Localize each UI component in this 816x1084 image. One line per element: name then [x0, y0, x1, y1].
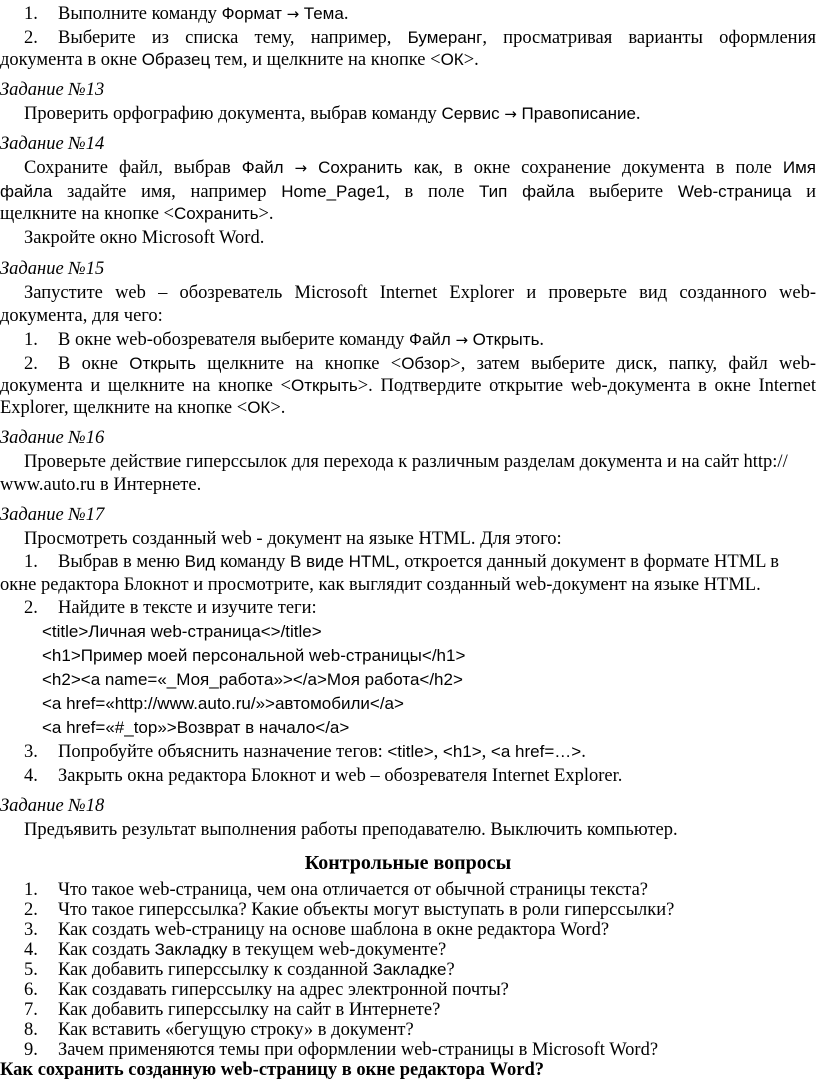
- text: .: [635, 104, 641, 124]
- code-line-link: <a href=«http://www.auto.ru/»>автомобили</a>: [42, 694, 404, 713]
- step-number: 1.: [24, 4, 38, 24]
- ui-term: Открыть: [129, 354, 196, 373]
- question-number: 1.: [24, 880, 38, 900]
- text: , просматривая варианты оформления: [482, 28, 816, 48]
- question-9: [24, 1040, 658, 1060]
- step-2-line: [0, 27, 816, 49]
- arrow-icon: →: [294, 159, 308, 177]
- text: В окне web-обозревателя выберите команду: [58, 330, 410, 350]
- ui-term: Образец: [141, 50, 211, 69]
- text: задайте имя, например: [52, 182, 282, 202]
- question-text: Как добавить гиперссылку к созданной: [58, 960, 373, 980]
- question-number: 7.: [24, 1000, 38, 1020]
- question-number: 3.: [24, 920, 38, 940]
- ui-term: Открыть: [472, 330, 540, 349]
- question-text: Зачем применяются темы при оформлении web-страницы в Microsoft Word?: [58, 1040, 659, 1060]
- question-text: Как создать web-страницу на основе шаблона в окне редактора Word?: [58, 920, 610, 940]
- ui-term: Тип файла: [479, 182, 575, 201]
- ui-term: Обзор: [401, 354, 451, 373]
- task-18-heading: Задание №18: [0, 796, 105, 816]
- ui-term: <h1>: [442, 742, 482, 761]
- task-17-intro: Просмотреть созданный web - документ на языке HTML. Для этого:: [24, 529, 562, 549]
- task-17-step-3: [24, 741, 586, 763]
- section-title: Контрольные вопросы: [304, 852, 512, 874]
- text: Найдите в тексте и изучите теги:: [58, 598, 317, 618]
- text: >.: [258, 204, 274, 224]
- text: документа в окне: [0, 50, 142, 70]
- text: Выполните команду: [58, 4, 222, 24]
- text: >.: [463, 50, 479, 70]
- arrow-icon: →: [504, 105, 517, 123]
- step-number: 2.: [24, 28, 38, 48]
- task-17-step-1: [24, 551, 779, 573]
- question-8: [24, 1020, 414, 1040]
- text: Explorer, щелкните на кнопке <: [0, 398, 248, 418]
- arrow-icon: →: [455, 331, 469, 349]
- text: щелкните на кнопке <: [196, 354, 402, 374]
- ui-term: ОК: [247, 398, 271, 417]
- question-text: Как добавить гиперссылку на сайт в Интернете?: [58, 1000, 441, 1020]
- question-number: 6.: [24, 980, 38, 1000]
- task-15-step-1: [24, 329, 544, 351]
- task-14-line-2: [0, 181, 816, 203]
- question-number: 9.: [24, 1040, 38, 1060]
- text: Сохраните файл, выбрав: [24, 158, 242, 178]
- ui-term: Закладку: [154, 940, 228, 959]
- text: .: [581, 742, 586, 762]
- ui-term: <title>: [387, 742, 434, 761]
- ui-term: Сохранить: [173, 204, 259, 223]
- ui-term: Правописание: [521, 104, 636, 123]
- question-text: Что такое гиперссылка? Какие объекты могут выступать в роли гиперссылки?: [58, 900, 675, 920]
- text: тем, и щелкните на кнопке <: [210, 50, 441, 70]
- text: Запустите web – обозреватель Microsoft Internet Explorer и проверьте вид созданного web-: [24, 283, 816, 303]
- question-text: в текущем web-документе?: [227, 940, 447, 960]
- text: >.: [270, 398, 286, 418]
- task-14-line-3: [0, 203, 274, 225]
- task-17-step-1-cont: окне редактора Блокнот и просмотрите, как выглядит созданный web-документ на языке HTML.: [0, 575, 761, 595]
- task-17-step-4: [24, 765, 622, 787]
- task-15-step-2-end: [0, 397, 285, 419]
- question-2: [24, 900, 674, 920]
- task-14-heading: Задание №14: [0, 134, 105, 154]
- ui-term: Бумеранг: [407, 28, 483, 47]
- ui-term: Web-страница: [677, 182, 792, 201]
- code-line-title: <title>Личная web-страница<>/title>: [42, 622, 322, 641]
- text: Попробуйте объяснить назначение тегов:: [58, 742, 388, 762]
- ui-term: Home_Page1: [281, 182, 386, 201]
- task-16-line-2: www.auto.ru в Интернете.: [0, 475, 202, 495]
- task-14-line-4: Закройте окно Microsoft Word.: [24, 228, 265, 248]
- question-4: [24, 940, 446, 960]
- text: выберите: [574, 182, 678, 202]
- ui-term: Формат: [221, 4, 282, 23]
- ui-term: Файл: [409, 330, 451, 349]
- step-number: 2.: [24, 598, 38, 618]
- ui-term: Сервис: [441, 104, 500, 123]
- text: документа и щелкните на кнопке <: [0, 376, 291, 396]
- text: В окне: [58, 354, 130, 374]
- task-13-text: [24, 103, 641, 125]
- ui-term: Закладке: [372, 960, 447, 979]
- task-16-heading: Задание №16: [0, 428, 105, 448]
- text: .: [343, 4, 349, 24]
- step-number: 4.: [24, 766, 38, 786]
- step-number: 1.: [24, 552, 38, 572]
- task-14-line-1: [0, 157, 816, 179]
- text: Выбрав в меню: [58, 552, 185, 572]
- code-line-h1: <h1>Пример моей персональной web-страницы</h1>: [42, 646, 466, 665]
- ui-term: файла: [0, 182, 53, 201]
- ui-term: Сохранить как: [318, 158, 439, 177]
- text: >. Подтвердите открытие web-документа в окне Internet: [357, 376, 816, 396]
- text: Проверить орфографию документа, выбрав команду: [24, 104, 442, 124]
- task-15-line-1: [0, 282, 816, 304]
- step-number: 3.: [24, 742, 38, 762]
- code-line-h2: <h2><a name=«_Моя_работа»></a>Моя работа</h2>: [42, 670, 463, 689]
- ui-term: Тема: [303, 4, 344, 23]
- question-5: [24, 960, 455, 980]
- step-number: 1.: [24, 330, 38, 350]
- question-6: [24, 980, 509, 1000]
- question-text: Как вставить «бегущую строку» в документ?: [58, 1020, 414, 1040]
- ui-term: Вид: [184, 552, 216, 571]
- task-15-heading: Задание №15: [0, 259, 105, 279]
- question-10: Как сохранить созданную web-страницу в окне редактора Word?: [0, 1060, 545, 1080]
- arrow-icon: →: [286, 5, 300, 23]
- ui-term: Файл: [241, 158, 284, 177]
- question-text: ?: [446, 960, 455, 980]
- question-number: 2.: [24, 900, 38, 920]
- question-number: 5.: [24, 960, 38, 980]
- text: ,: [433, 742, 443, 762]
- task-18-text: Предъявить результат выполнения работы преподавателю. Выключить компьютер.: [24, 820, 678, 840]
- task-15-step-2-cont: [0, 375, 816, 397]
- text: , откроется данный документ в формате HTML в: [394, 552, 780, 572]
- task-17-heading: Задание №17: [0, 505, 105, 525]
- text: .: [539, 330, 545, 350]
- text: щелкните на кнопке <: [0, 204, 174, 224]
- text: , в окне сохранение документа в поле: [438, 158, 783, 178]
- question-text: Что такое web-страница, чем она отличается от обычной страницы текста?: [58, 880, 649, 900]
- text: , в поле: [385, 182, 479, 202]
- ui-term: В виде HTML: [289, 552, 395, 571]
- code-line-anchor: <a href=«#_top»>Возврат в начало</a>: [42, 718, 350, 737]
- question-number: 8.: [24, 1020, 38, 1040]
- question-3: [24, 920, 609, 940]
- text: ,: [481, 742, 491, 762]
- question-text: Как создать: [58, 940, 155, 960]
- ui-term: <a href=…>: [490, 742, 582, 761]
- text: Закрыть окна редактора Блокнот и web – обозревателя Internet Explorer.: [58, 766, 623, 786]
- text: и: [791, 182, 816, 202]
- question-1: [24, 880, 648, 900]
- text: Выберите из списка тему, например,: [58, 28, 408, 48]
- question-7: [24, 1000, 440, 1020]
- text: >, затем выберите диск, папку, файл web-: [450, 354, 816, 374]
- question-number: 4.: [24, 940, 38, 960]
- ui-term: ОК: [440, 50, 464, 69]
- task-17-step-2: [24, 597, 317, 619]
- ui-term: Открыть: [290, 376, 358, 395]
- ui-term: Имя: [782, 158, 816, 177]
- step-2-cont: [0, 49, 479, 71]
- step-number: 2.: [24, 354, 38, 374]
- question-text: Как создавать гиперссылку на адрес электронной почты?: [58, 980, 509, 1000]
- text: команду: [215, 552, 290, 572]
- step-1-line: [24, 3, 348, 25]
- task-15-line-2: документа, для чего:: [0, 306, 163, 326]
- task-15-step-2: [0, 353, 816, 375]
- task-13-heading: Задание №13: [0, 80, 105, 100]
- task-16-line-1: Проверьте действие гиперссылок для перехода к различным разделам документа и на сайт http://: [24, 452, 788, 472]
